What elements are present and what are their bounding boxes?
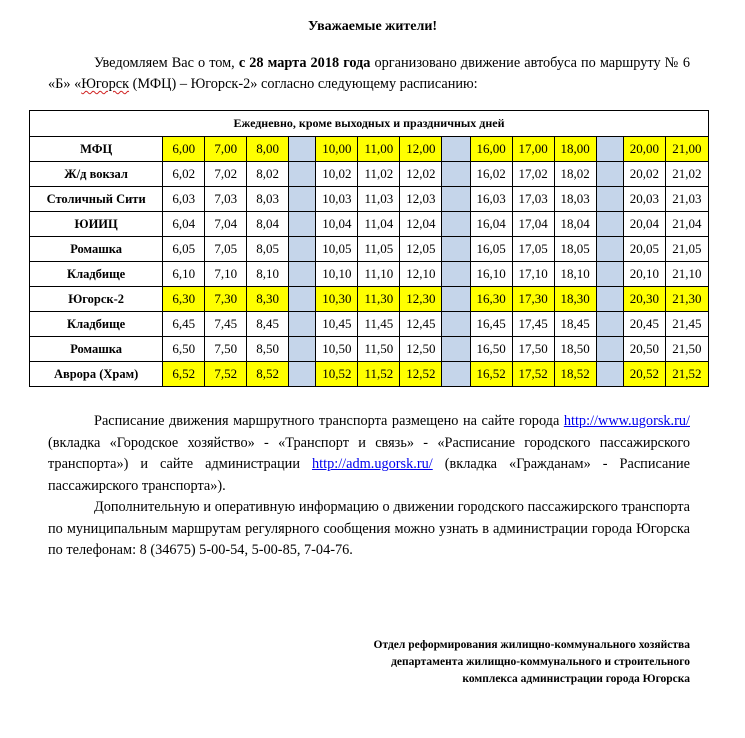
departure-time: 8,05	[247, 237, 289, 262]
departure-time: 17,03	[512, 187, 554, 212]
departure-time: 18,45	[554, 312, 596, 337]
departure-time: 10,52	[316, 362, 358, 387]
departure-time: 12,02	[400, 162, 442, 187]
departure-time: 10,05	[316, 237, 358, 262]
stop-name: Ромашка	[30, 237, 163, 262]
info-text-3: (вкладка «Гражданам» - Расписание пассажирского транспорта»).	[48, 456, 690, 494]
departure-time: 18,10	[554, 262, 596, 287]
departure-time: 11,05	[358, 237, 400, 262]
info-paragraph-2: Дополнительную и оперативную информацию о движении городского пассажирского транспорта по муниципальным маршрутам регулярного сообщения можно узнать в администрации города Югорска по телефонам: 8 (34675) 5-00-54, 5-00-85, 7-04-76.	[48, 499, 690, 558]
departure-time: 6,52	[163, 362, 205, 387]
schedule-gap	[596, 212, 623, 237]
departure-time: 12,03	[400, 187, 442, 212]
departure-time: 18,30	[554, 287, 596, 312]
departure-time: 17,02	[512, 162, 554, 187]
departure-time: 8,03	[247, 187, 289, 212]
departure-time: 16,03	[470, 187, 512, 212]
departure-time: 20,50	[623, 337, 665, 362]
info-section	[48, 411, 690, 562]
schedule-gap	[596, 287, 623, 312]
intro-paragraph	[48, 53, 690, 95]
departure-time: 17,00	[512, 137, 554, 162]
departure-time: 11,50	[358, 337, 400, 362]
schedule-gap	[442, 262, 470, 287]
departure-time: 16,10	[470, 262, 512, 287]
departure-time: 17,50	[512, 337, 554, 362]
schedule-body	[30, 137, 709, 387]
schedule-row	[30, 287, 709, 312]
schedule-row	[30, 237, 709, 262]
info-text-2: (вкладка «Городское хозяйство» - «Транспорт и связь» - «Расписание городского пассажирского транспорта») и сайте администрации	[48, 434, 690, 472]
departure-time: 11,10	[358, 262, 400, 287]
departure-time: 18,52	[554, 362, 596, 387]
stop-name: Кладбище	[30, 262, 163, 287]
departure-time: 16,02	[470, 162, 512, 187]
stop-name: Столичный Сити	[30, 187, 163, 212]
departure-time: 11,52	[358, 362, 400, 387]
schedule-gap	[596, 137, 623, 162]
departure-time: 8,10	[247, 262, 289, 287]
schedule-header: Ежедневно, кроме выходных и праздничных дней	[30, 111, 709, 137]
signature-line-1: Отдел реформирования жилищно-коммунального хозяйства	[373, 639, 690, 651]
schedule-gap	[442, 337, 470, 362]
departure-time: 7,45	[205, 312, 247, 337]
schedule-gap	[442, 137, 470, 162]
departure-time: 21,45	[665, 312, 708, 337]
admin-site-link[interactable]: http://adm.ugorsk.ru/	[312, 456, 433, 472]
schedule-gap	[289, 262, 316, 287]
departure-time: 7,50	[205, 337, 247, 362]
departure-time: 17,52	[512, 362, 554, 387]
departure-time: 7,52	[205, 362, 247, 387]
departure-time: 21,30	[665, 287, 708, 312]
departure-time: 18,04	[554, 212, 596, 237]
departure-time: 8,02	[247, 162, 289, 187]
schedule-gap	[596, 162, 623, 187]
stop-name: Ж/д вокзал	[30, 162, 163, 187]
departure-time: 10,30	[316, 287, 358, 312]
departure-time: 8,30	[247, 287, 289, 312]
departure-time: 10,50	[316, 337, 358, 362]
schedule-gap	[442, 237, 470, 262]
departure-time: 8,45	[247, 312, 289, 337]
departure-time: 16,04	[470, 212, 512, 237]
departure-time: 7,30	[205, 287, 247, 312]
departure-time: 10,04	[316, 212, 358, 237]
departure-time: 7,04	[205, 212, 247, 237]
departure-time: 6,10	[163, 262, 205, 287]
departure-time: 6,00	[163, 137, 205, 162]
departure-time: 11,03	[358, 187, 400, 212]
departure-time: 8,50	[247, 337, 289, 362]
departure-time: 6,05	[163, 237, 205, 262]
departure-time: 11,30	[358, 287, 400, 312]
departure-time: 6,50	[163, 337, 205, 362]
departure-time: 16,30	[470, 287, 512, 312]
schedule-gap	[442, 312, 470, 337]
schedule-row	[30, 337, 709, 362]
stop-name: Кладбище	[30, 312, 163, 337]
schedule-row	[30, 187, 709, 212]
intro-text-3: (МФЦ) – Югорск-2» согласно следующему расписанию:	[129, 76, 478, 92]
stop-name: Югорск-2	[30, 287, 163, 312]
page-title: Уважаемые жители!	[307, 19, 438, 34]
departure-time: 10,10	[316, 262, 358, 287]
schedule-gap	[596, 337, 623, 362]
schedule-gap	[289, 162, 316, 187]
intro-text-2: организовано движение автобуса по маршруту № 6 «Б» «	[48, 55, 690, 92]
departure-time: 17,10	[512, 262, 554, 287]
schedule-gap	[289, 212, 316, 237]
stop-name: МФЦ	[30, 137, 163, 162]
departure-time: 17,30	[512, 287, 554, 312]
schedule-gap	[442, 212, 470, 237]
departure-time: 7,05	[205, 237, 247, 262]
departure-time: 21,02	[665, 162, 708, 187]
departure-time: 20,03	[623, 187, 665, 212]
departure-time: 12,05	[400, 237, 442, 262]
schedule-row	[30, 137, 709, 162]
schedule-row	[30, 162, 709, 187]
departure-time: 21,10	[665, 262, 708, 287]
signature-line-2: департамента жилищно-коммунального и строительного	[391, 656, 690, 668]
signature-line-3: комплекса администрации города Югорска	[462, 673, 690, 685]
schedule-row	[30, 262, 709, 287]
departure-time: 7,02	[205, 162, 247, 187]
departure-time: 21,00	[665, 137, 708, 162]
schedule-gap	[596, 312, 623, 337]
stop-name: Аврора (Храм)	[30, 362, 163, 387]
departure-time: 12,30	[400, 287, 442, 312]
departure-time: 8,00	[247, 137, 289, 162]
start-date: с 28 марта 2018 года	[238, 55, 371, 71]
departure-time: 8,04	[247, 212, 289, 237]
schedule-gap	[289, 137, 316, 162]
departure-time: 20,30	[623, 287, 665, 312]
schedule-row	[30, 212, 709, 237]
info-paragraph-1	[48, 411, 690, 497]
departure-time: 7,03	[205, 187, 247, 212]
departure-time: 10,03	[316, 187, 358, 212]
departure-time: 17,45	[512, 312, 554, 337]
departure-time: 12,50	[400, 337, 442, 362]
departure-time: 10,02	[316, 162, 358, 187]
departure-time: 18,03	[554, 187, 596, 212]
schedule-row	[30, 362, 709, 387]
departure-time: 16,05	[470, 237, 512, 262]
schedule-gap	[289, 187, 316, 212]
departure-time: 11,45	[358, 312, 400, 337]
schedule-gap	[442, 287, 470, 312]
departure-time: 21,50	[665, 337, 708, 362]
schedule-gap	[289, 337, 316, 362]
schedule-row	[30, 312, 709, 337]
city-site-link[interactable]: http://www.ugorsk.ru/	[563, 413, 690, 429]
intro-underlined-word: Югорск	[81, 76, 130, 92]
schedule-gap	[596, 237, 623, 262]
departure-time: 7,00	[205, 137, 247, 162]
info-text-1: Расписание движения маршрутного транспорта размещено на сайте города	[94, 413, 564, 429]
departure-time: 20,00	[623, 137, 665, 162]
departure-time: 11,00	[358, 137, 400, 162]
departure-time: 16,00	[470, 137, 512, 162]
stop-name: ЮИИЦ	[30, 212, 163, 237]
departure-time: 6,02	[163, 162, 205, 187]
departure-time: 6,30	[163, 287, 205, 312]
departure-time: 16,45	[470, 312, 512, 337]
departure-time: 18,50	[554, 337, 596, 362]
departure-time: 16,52	[470, 362, 512, 387]
departure-time: 18,00	[554, 137, 596, 162]
departure-time: 16,50	[470, 337, 512, 362]
departure-time: 12,04	[400, 212, 442, 237]
departure-time: 17,05	[512, 237, 554, 262]
schedule-table	[29, 110, 709, 387]
intro-text-1: Уведомляем Вас о том,	[94, 55, 239, 71]
schedule-gap	[442, 362, 470, 387]
departure-time: 20,02	[623, 162, 665, 187]
schedule-gap	[289, 312, 316, 337]
departure-time: 11,02	[358, 162, 400, 187]
schedule-gap	[289, 362, 316, 387]
stop-name: Ромашка	[30, 337, 163, 362]
departure-time: 20,52	[623, 362, 665, 387]
departure-time: 18,05	[554, 237, 596, 262]
departure-time: 21,52	[665, 362, 708, 387]
departure-time: 20,10	[623, 262, 665, 287]
departure-time: 12,52	[400, 362, 442, 387]
schedule-gap	[442, 187, 470, 212]
departure-time: 10,00	[316, 137, 358, 162]
departure-time: 21,03	[665, 187, 708, 212]
departure-time: 12,00	[400, 137, 442, 162]
departure-time: 8,52	[247, 362, 289, 387]
departure-time: 12,10	[400, 262, 442, 287]
departure-time: 21,05	[665, 237, 708, 262]
departure-time: 12,45	[400, 312, 442, 337]
departure-time: 21,04	[665, 212, 708, 237]
departure-time: 20,45	[623, 312, 665, 337]
schedule-gap	[596, 362, 623, 387]
schedule-gap	[289, 237, 316, 262]
departure-time: 6,03	[163, 187, 205, 212]
schedule-gap	[442, 162, 470, 187]
departure-time: 7,10	[205, 262, 247, 287]
signature-block	[300, 637, 690, 688]
schedule-gap	[596, 187, 623, 212]
departure-time: 17,04	[512, 212, 554, 237]
departure-time: 10,45	[316, 312, 358, 337]
schedule-gap	[596, 262, 623, 287]
departure-time: 6,45	[163, 312, 205, 337]
departure-time: 20,05	[623, 237, 665, 262]
schedule-gap	[289, 287, 316, 312]
departure-time: 11,04	[358, 212, 400, 237]
departure-time: 6,04	[163, 212, 205, 237]
departure-time: 18,02	[554, 162, 596, 187]
departure-time: 20,04	[623, 212, 665, 237]
